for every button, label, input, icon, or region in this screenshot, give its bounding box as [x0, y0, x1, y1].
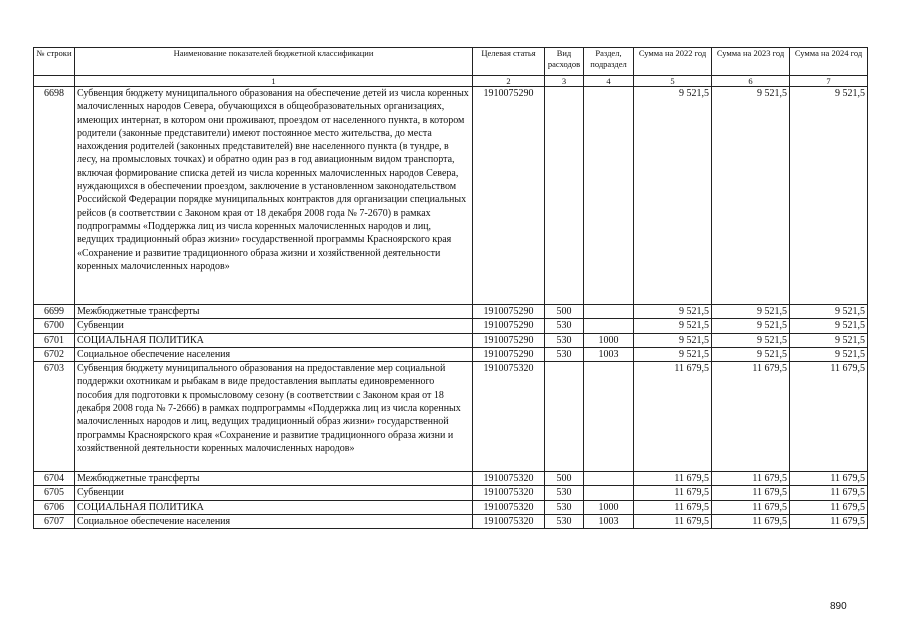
header-exp-type: Вид расходов: [545, 48, 584, 76]
row-number: 6703: [34, 362, 75, 472]
row-exp-type: 500: [545, 305, 584, 319]
row-target: 1910075290: [473, 87, 545, 305]
row-target: 1910075290: [473, 319, 545, 333]
row-sum-2024: 9 521,5: [790, 347, 868, 361]
row-section: [584, 472, 634, 486]
row-name: Субвенции: [75, 319, 473, 333]
row-sum-2022: 9 521,5: [634, 319, 712, 333]
row-exp-type: 530: [545, 515, 584, 529]
header-sum-2022: Сумма на 2022 год: [634, 48, 712, 76]
row-sum-2024: 9 521,5: [790, 333, 868, 347]
row-name: Социальное обеспечение населения: [75, 347, 473, 361]
row-target: 1910075320: [473, 472, 545, 486]
row-exp-type: 530: [545, 347, 584, 361]
row-name: Субвенция бюджету муниципального образования на обеспечение детей из числа коренных малочисленных народов Севера, обучающихся в общеобразовательных организациях, имеющих интернат, в котором они проживают, проездом от населенного пункта, в котором родители (законные представители) имеют постоянное место жительства, до места нахождения родителей (законных представителей) вне населенного пункта (в тундре, в лесу, на промысловых точках) и обратно один раз в год авиационным видом транспорта, включая формирование списка детей из числа коренных малочисленных народов Севера, нуждающихся в обеспечении проездом, заключение в установленном законодательством Российской Федерации порядке муниципальных контрактов для организации специальных рейсов (в соответствии с Законом края от 18 декабря 2008 года № 7-2670) в рамках подпрограммы «Поддержка лиц из числа коренных малочисленных народов и лиц, ведущих традиционный образ жизни» государственной программы Красноярского края «Сохранение и развитие традиционного образа жизни и хозяйственной деятельности коренных малочисленных народов»: [75, 87, 473, 305]
row-sum-2024: 9 521,5: [790, 305, 868, 319]
row-name: СОЦИАЛЬНАЯ ПОЛИТИКА: [75, 500, 473, 514]
table-row: [34, 319, 868, 333]
row-target: 1910075290: [473, 333, 545, 347]
row-number: 6707: [34, 515, 75, 529]
row-section: 1003: [584, 347, 634, 361]
row-name: Социальное обеспечение населения: [75, 515, 473, 529]
table-row: [34, 362, 868, 472]
table-row: [34, 347, 868, 361]
row-sum-2022: 11 679,5: [634, 486, 712, 500]
row-name: Субвенция бюджету муниципального образования на предоставление мер социальной поддержки охотникам и рыбакам в виде предоставления выплаты единовременного пособия для подготовки к промысловому сезону (в соответствии с Законом края от 18 декабря 2008 года № 7-2666) в рамках подпрограммы «Поддержка лиц из числа коренных малочисленных народов и лиц, ведущих традиционный образ жизни» государственной программы Красноярского края «Сохранение и развитие традиционного образа жизни и хозяйственной деятельности коренных малочисленных народов»: [75, 362, 473, 472]
row-section: [584, 319, 634, 333]
row-sum-2024: 11 679,5: [790, 486, 868, 500]
row-number: 6698: [34, 87, 75, 305]
row-sum-2023: 9 521,5: [712, 305, 790, 319]
row-sum-2023: 11 679,5: [712, 486, 790, 500]
row-name: Межбюджетные трансферты: [75, 305, 473, 319]
header-row-no: № строки: [34, 48, 75, 76]
row-section: 1003: [584, 515, 634, 529]
row-sum-2023: 9 521,5: [712, 319, 790, 333]
row-exp-type: 530: [545, 333, 584, 347]
page-number: 890: [830, 601, 847, 612]
row-sum-2024: 11 679,5: [790, 500, 868, 514]
row-sum-2022: 11 679,5: [634, 362, 712, 472]
header-target: Целевая статья: [473, 48, 545, 76]
table-row: [34, 515, 868, 529]
row-sum-2022: 11 679,5: [634, 472, 712, 486]
header-sum-2024: Сумма на 2024 год: [790, 48, 868, 76]
table-row: [34, 333, 868, 347]
row-exp-type: [545, 362, 584, 472]
row-sum-2023: 9 521,5: [712, 333, 790, 347]
row-name: Межбюджетные трансферты: [75, 472, 473, 486]
row-sum-2024: 11 679,5: [790, 515, 868, 529]
row-name: Субвенции: [75, 486, 473, 500]
table-row: [34, 500, 868, 514]
row-exp-type: 530: [545, 486, 584, 500]
header-section: Раздел, подраздел: [584, 48, 634, 76]
row-number: 6702: [34, 347, 75, 361]
row-target: 1910075320: [473, 500, 545, 514]
row-sum-2024: 11 679,5: [790, 362, 868, 472]
col-number: [34, 76, 75, 87]
row-exp-type: 530: [545, 319, 584, 333]
row-section: 1000: [584, 333, 634, 347]
row-exp-type: 530: [545, 500, 584, 514]
row-sum-2024: 9 521,5: [790, 87, 868, 305]
row-number: 6706: [34, 500, 75, 514]
col-number: 1: [75, 76, 473, 87]
col-number: 3: [545, 76, 584, 87]
row-sum-2022: 9 521,5: [634, 87, 712, 305]
row-target: 1910075320: [473, 515, 545, 529]
row-section: [584, 362, 634, 472]
col-number: 5: [634, 76, 712, 87]
row-sum-2024: 9 521,5: [790, 319, 868, 333]
row-number: 6704: [34, 472, 75, 486]
col-number: 7: [790, 76, 868, 87]
column-numbers-row: [34, 76, 868, 87]
table-row: [34, 305, 868, 319]
row-section: [584, 486, 634, 500]
row-sum-2023: 9 521,5: [712, 87, 790, 305]
row-sum-2022: 9 521,5: [634, 347, 712, 361]
row-exp-type: 500: [545, 472, 584, 486]
row-sum-2023: 11 679,5: [712, 362, 790, 472]
table-row: [34, 472, 868, 486]
header-sum-2023: Сумма на 2023 год: [712, 48, 790, 76]
row-target: 1910075290: [473, 347, 545, 361]
row-number: 6701: [34, 333, 75, 347]
row-sum-2023: 11 679,5: [712, 472, 790, 486]
table-row: [34, 486, 868, 500]
row-target: 1910075320: [473, 486, 545, 500]
row-sum-2022: 11 679,5: [634, 515, 712, 529]
row-name: СОЦИАЛЬНАЯ ПОЛИТИКА: [75, 333, 473, 347]
row-section: [584, 87, 634, 305]
row-number: 6700: [34, 319, 75, 333]
table-header: [34, 48, 868, 87]
col-number: 6: [712, 76, 790, 87]
row-sum-2024: 11 679,5: [790, 472, 868, 486]
row-exp-type: [545, 87, 584, 305]
col-number: 2: [473, 76, 545, 87]
row-target: 1910075320: [473, 362, 545, 472]
row-section: 1000: [584, 500, 634, 514]
row-sum-2023: 11 679,5: [712, 500, 790, 514]
row-number: 6705: [34, 486, 75, 500]
header-name: Наименование показателей бюджетной классификации: [75, 48, 473, 76]
row-section: [584, 305, 634, 319]
table-row: [34, 87, 868, 305]
row-sum-2023: 11 679,5: [712, 515, 790, 529]
row-number: 6699: [34, 305, 75, 319]
row-sum-2022: 11 679,5: [634, 500, 712, 514]
budget-table: [33, 47, 868, 529]
row-sum-2023: 9 521,5: [712, 347, 790, 361]
row-sum-2022: 9 521,5: [634, 305, 712, 319]
col-number: 4: [584, 76, 634, 87]
row-target: 1910075290: [473, 305, 545, 319]
row-sum-2022: 9 521,5: [634, 333, 712, 347]
